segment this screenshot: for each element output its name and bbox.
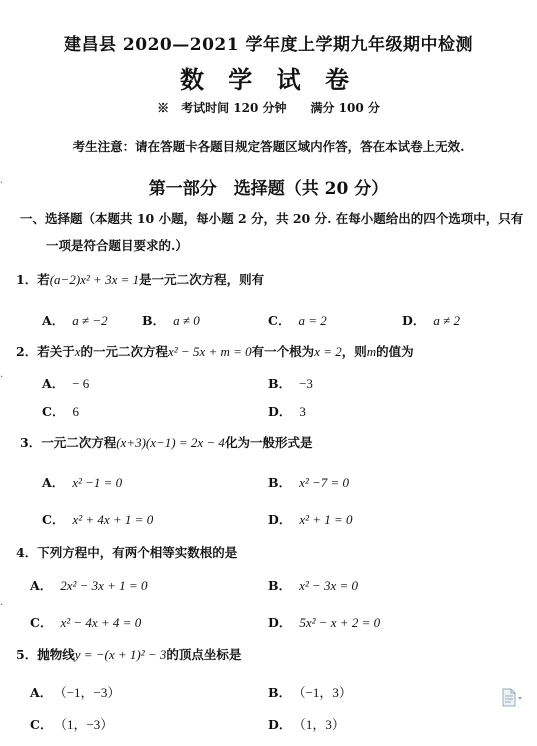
option-value: x² − 3x = 0 bbox=[299, 578, 359, 593]
option-a[interactable] bbox=[30, 576, 147, 594]
option-a[interactable] bbox=[42, 374, 89, 392]
question-text: 的顶点坐标是 bbox=[166, 647, 242, 662]
option-label: D． bbox=[402, 313, 426, 328]
question-math: x = 2 bbox=[314, 344, 342, 359]
option-value: x² − 4x + 4 = 0 bbox=[60, 615, 142, 630]
option-d[interactable] bbox=[268, 613, 380, 631]
option-value: x² −1 = 0 bbox=[72, 475, 123, 490]
option-label: B． bbox=[268, 376, 292, 391]
exam-notice: 考生注意：请在答题卡各题目规定答题区域内作答，答在本试卷上无效. bbox=[72, 139, 465, 154]
option-a[interactable] bbox=[30, 682, 120, 701]
option-label: B． bbox=[268, 475, 292, 490]
option-value: 5x² − x + 2 = 0 bbox=[299, 615, 381, 630]
question-text: 一元二次方程 bbox=[41, 435, 117, 450]
option-label: B． bbox=[268, 685, 292, 700]
option-value: （−1，3） bbox=[299, 685, 352, 700]
option-value: x² + 1 = 0 bbox=[299, 512, 353, 527]
option-value: −3 bbox=[299, 376, 313, 391]
question-text: 化为一般形式是 bbox=[224, 435, 313, 450]
margin-mark: · bbox=[0, 600, 4, 611]
exam-title: 建昌县 2020—2021 学年度上学期九年级期中检测 bbox=[64, 35, 473, 55]
exam-info: ※ 考试时间 120 分钟 满分 100 分 bbox=[157, 101, 380, 115]
question-text: 抛物线 bbox=[37, 647, 75, 662]
option-b[interactable] bbox=[268, 374, 313, 392]
option-label: B． bbox=[268, 578, 292, 593]
option-label: D． bbox=[268, 615, 292, 630]
option-label: A． bbox=[42, 475, 65, 490]
option-value: （1，3） bbox=[299, 717, 345, 732]
option-b[interactable] bbox=[268, 473, 349, 491]
question-text: 若 bbox=[37, 272, 50, 287]
option-label: C． bbox=[42, 512, 65, 527]
question-4 bbox=[16, 543, 237, 561]
option-d[interactable] bbox=[268, 714, 345, 733]
question-math: (x+3)(x−1) = 2x − 4 bbox=[116, 435, 225, 450]
option-value: a ≠ 0 bbox=[173, 313, 200, 328]
question-2 bbox=[16, 342, 414, 360]
option-c[interactable] bbox=[42, 402, 79, 420]
option-value: − 6 bbox=[72, 376, 90, 391]
option-label: C． bbox=[30, 615, 53, 630]
option-c[interactable] bbox=[268, 311, 327, 329]
option-b[interactable] bbox=[268, 576, 358, 594]
margin-mark: · bbox=[0, 178, 4, 189]
margin-mark: · bbox=[0, 372, 4, 383]
option-c[interactable] bbox=[30, 714, 113, 733]
question-number: 1． bbox=[16, 272, 38, 287]
option-label: D． bbox=[268, 717, 292, 732]
option-label: C． bbox=[268, 313, 291, 328]
option-d[interactable] bbox=[402, 311, 460, 329]
option-label: A． bbox=[42, 376, 65, 391]
option-value: a = 2 bbox=[298, 313, 327, 328]
option-value: （−1，−3） bbox=[60, 685, 121, 700]
document-icon[interactable] bbox=[500, 688, 524, 708]
question-math: x bbox=[74, 344, 81, 359]
option-value: 3 bbox=[299, 404, 306, 419]
option-label: B． bbox=[142, 313, 166, 328]
question-text: ，则 bbox=[341, 344, 367, 359]
option-d[interactable] bbox=[268, 402, 306, 420]
section-instruction-line2: 一项是符合题目要求的.） bbox=[46, 238, 188, 253]
question-number: 2． bbox=[16, 344, 38, 359]
option-value: 2x² − 3x + 1 = 0 bbox=[60, 578, 148, 593]
option-value: a ≠ −2 bbox=[72, 313, 108, 328]
option-label: D． bbox=[268, 404, 292, 419]
option-label: C． bbox=[42, 404, 65, 419]
option-a[interactable] bbox=[42, 311, 108, 329]
option-value: x² −7 = 0 bbox=[299, 475, 350, 490]
part-title: 第一部分 选择题（共 20 分） bbox=[148, 179, 389, 199]
question-number: 5． bbox=[16, 647, 38, 662]
option-value: a ≠ 2 bbox=[433, 313, 460, 328]
question-math: x² − 5x + m = 0 bbox=[168, 344, 252, 359]
question-text: 的值为 bbox=[376, 344, 414, 359]
option-d[interactable] bbox=[268, 510, 353, 528]
option-c[interactable] bbox=[30, 613, 141, 631]
question-text: 下列方程中，有两个相等实数根的是 bbox=[37, 545, 238, 560]
question-text: 是一元二次方程，则有 bbox=[139, 272, 265, 287]
question-math: m bbox=[366, 344, 377, 359]
question-1 bbox=[16, 270, 264, 288]
question-number: 3． bbox=[20, 435, 42, 450]
option-value: （1，−3） bbox=[60, 717, 114, 732]
option-c[interactable] bbox=[42, 510, 153, 528]
option-b[interactable] bbox=[268, 682, 352, 701]
question-text: 的一元二次方程 bbox=[80, 344, 169, 359]
question-number: 4． bbox=[16, 545, 38, 560]
question-3 bbox=[20, 433, 312, 451]
question-5 bbox=[16, 645, 241, 663]
option-label: C． bbox=[30, 717, 53, 732]
section-instruction-line1: 一、选择题（本题共 10 小题，每小题 2 分，共 20 分. 在每小题给出的四个选项中，只有 bbox=[20, 211, 524, 226]
option-value: 6 bbox=[72, 404, 79, 419]
question-math: (a−2)x² + 3x = 1 bbox=[49, 272, 140, 287]
option-label: D． bbox=[268, 512, 292, 527]
option-label: A． bbox=[30, 685, 53, 700]
option-label: A． bbox=[42, 313, 65, 328]
question-text: 有一个根为 bbox=[251, 344, 315, 359]
option-value: x² + 4x + 1 = 0 bbox=[72, 512, 154, 527]
question-math: y = −(x + 1)² − 3 bbox=[74, 647, 167, 662]
option-a[interactable] bbox=[42, 473, 122, 491]
subject-title: 数 学 试 卷 bbox=[179, 65, 358, 94]
option-label: A． bbox=[30, 578, 53, 593]
option-b[interactable] bbox=[142, 311, 200, 329]
question-text: 若关于 bbox=[37, 344, 75, 359]
